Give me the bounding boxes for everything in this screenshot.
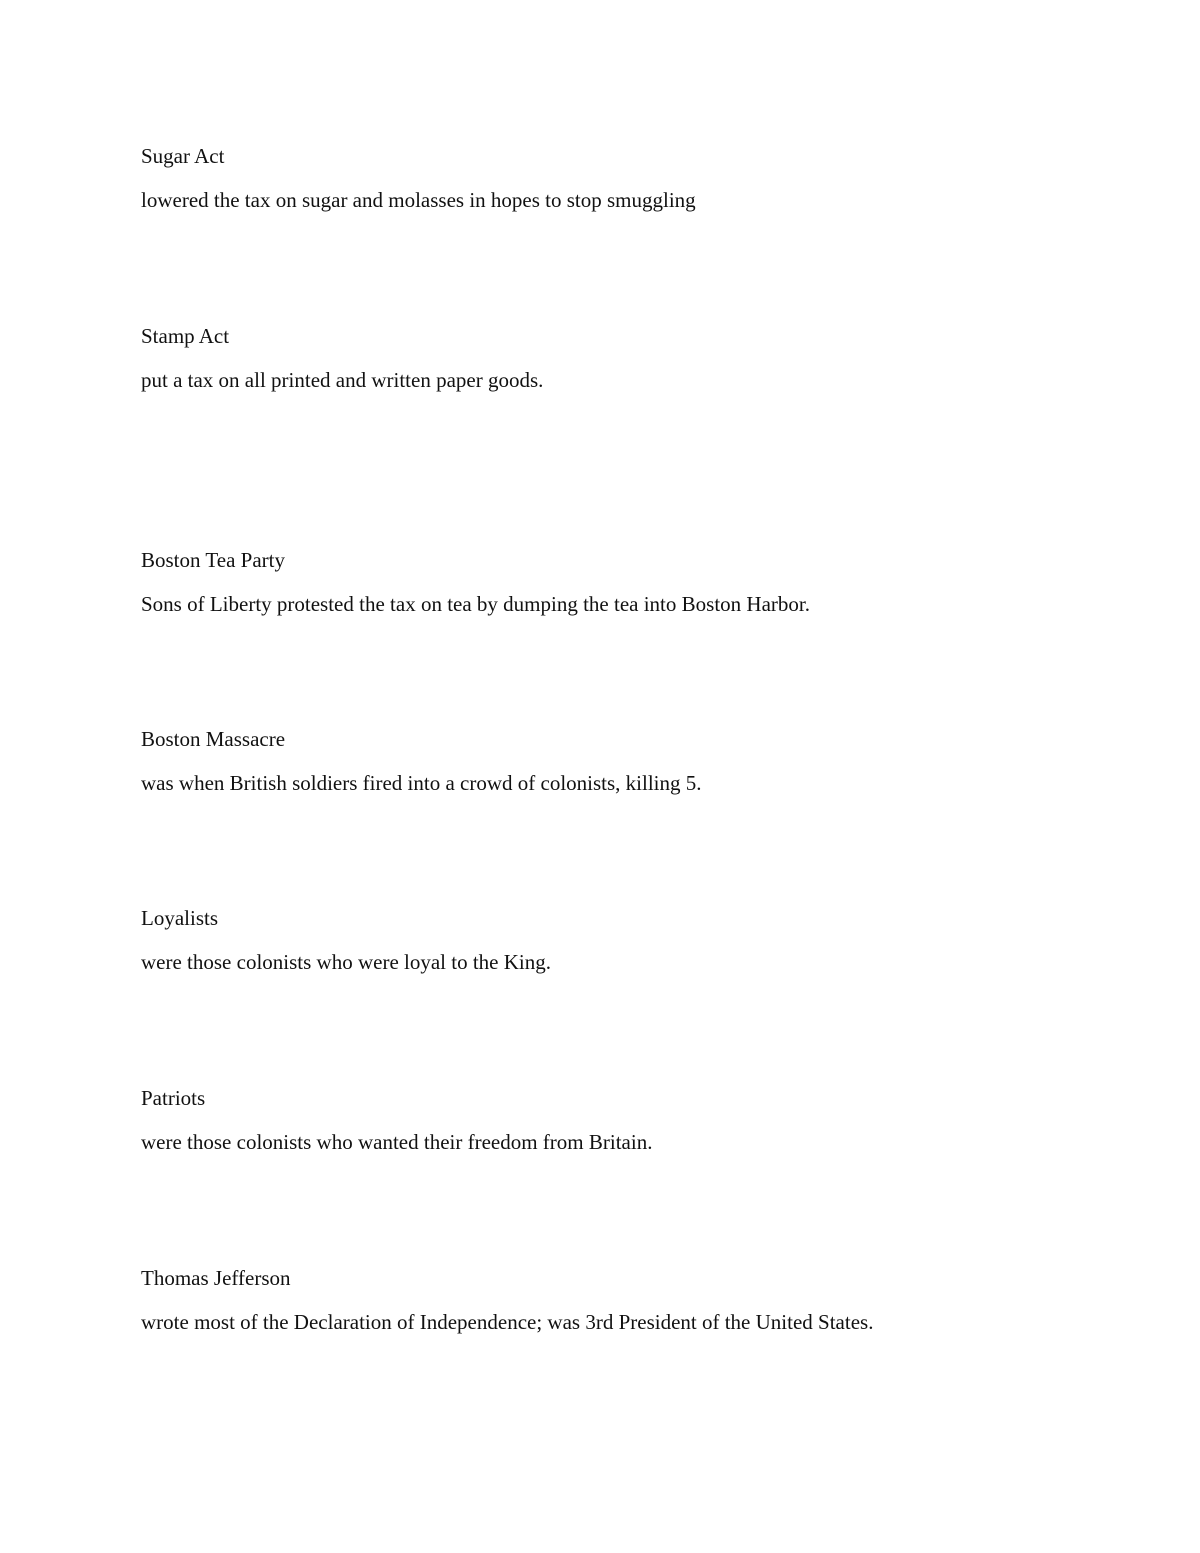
entry-patriots <box>141 1085 1121 1155</box>
entry-loyalists <box>141 905 1121 975</box>
term: Stamp Act <box>141 324 230 348</box>
definition: put a tax on all printed and written paper goods. <box>141 368 544 392</box>
definition: were those colonists who wanted their freedom from Britain. <box>141 1130 653 1154</box>
term: Patriots <box>141 1086 206 1110</box>
definition: wrote most of the Declaration of Independence; was 3rd President of the United States. <box>141 1310 874 1334</box>
term: Loyalists <box>141 906 218 930</box>
term: Boston Massacre <box>141 727 286 751</box>
entry-boston-tea-party <box>141 547 1121 617</box>
entry-stamp-act <box>141 323 1121 393</box>
definition: Sons of Liberty protested the tax on tea by dumping the tea into Boston Harbor. <box>141 592 810 616</box>
definition: lowered the tax on sugar and molasses in hopes to stop smuggling <box>141 188 696 212</box>
entry-sugar-act <box>141 143 1121 213</box>
entry-boston-massacre <box>141 726 1121 796</box>
term: Sugar Act <box>141 144 225 168</box>
entry-thomas-jefferson <box>141 1265 1121 1335</box>
term: Thomas Jefferson <box>141 1266 291 1290</box>
definition: was when British soldiers fired into a crowd of colonists, killing 5. <box>141 771 702 795</box>
definition: were those colonists who were loyal to the King. <box>141 950 551 974</box>
term: Boston Tea Party <box>141 548 285 572</box>
